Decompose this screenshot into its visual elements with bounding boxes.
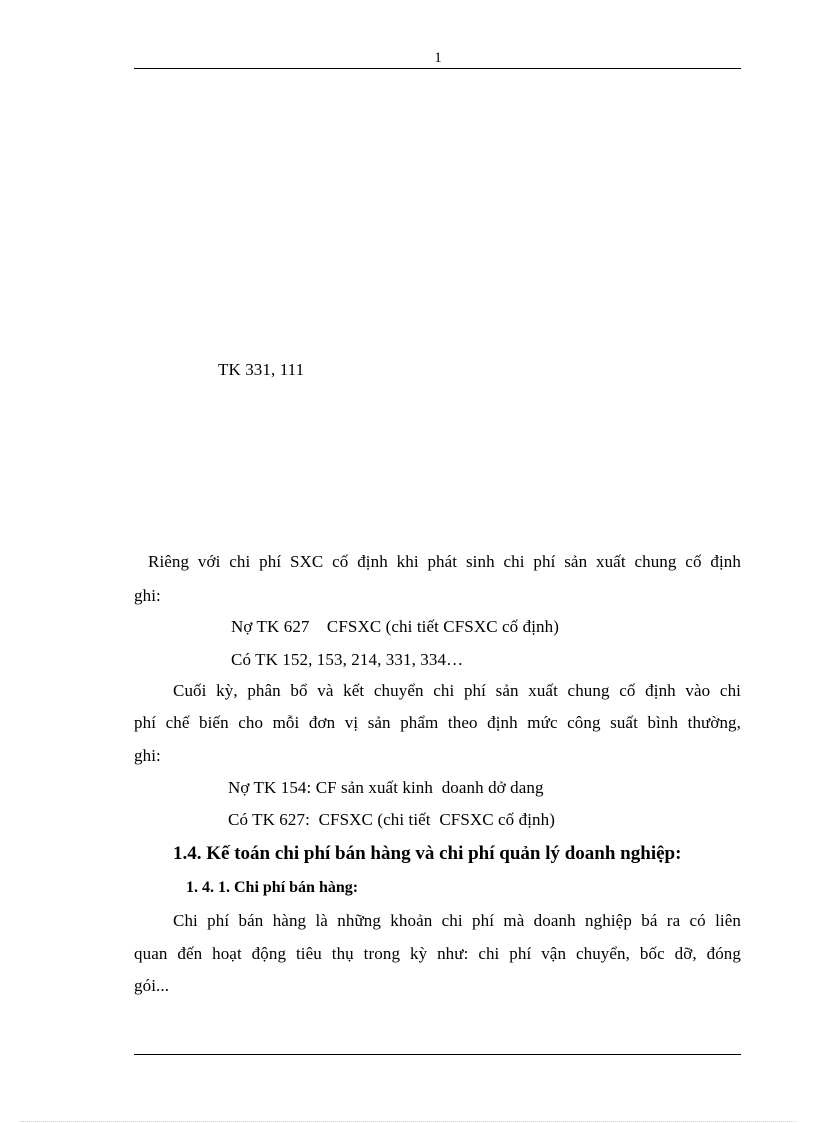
paragraph-line: quan đến hoạt động tiêu thụ trong kỳ như: chi phí vận chuyển, bốc dỡ, đóng xyxy=(134,944,741,963)
paragraph-line: phí chế biến cho mỗi đơn vị sản phẩm theo định mức công suất bình thường, xyxy=(134,713,741,732)
section-heading: 1.4. Kế toán chi phí bán hàng và chi phí quản lý doanh nghiệp: xyxy=(173,843,682,864)
journal-credit-entry: Có TK 627: CFSXC (chi tiết CFSXC cố định) xyxy=(228,810,556,829)
page-edge-dots xyxy=(20,1121,796,1122)
paragraph-line: Riêng với chi phí SXC cố định khi phát sinh chi phí sản xuất chung cố định xyxy=(148,552,741,571)
paragraph-line: gói... xyxy=(134,976,170,995)
paragraph-line: Chi phí bán hàng là những khoản chi phí mà doanh nghiệp bá ra có liên xyxy=(173,911,741,930)
subsection-heading: 1. 4. 1. Chi phí bán hàng: xyxy=(186,879,359,896)
journal-credit-entry: Có TK 152, 153, 214, 331, 334… xyxy=(231,650,464,669)
journal-debit-entry: Nợ TK 154: CF sản xuất kinh doanh dở dang xyxy=(228,778,544,797)
account-label: TK 331, 111 xyxy=(218,360,305,379)
page-number: 1 xyxy=(434,50,442,66)
paragraph-line: ghi: xyxy=(134,746,161,765)
journal-debit-entry: Nợ TK 627 CFSXC (chi tiết CFSXC cố định) xyxy=(231,617,559,636)
footer-rule xyxy=(134,1054,741,1055)
paragraph-line: Cuối kỳ, phân bổ và kết chuyển chi phí sản xuất chung cố định vào chi xyxy=(173,681,741,700)
header-rule xyxy=(134,68,741,69)
paragraph-line: ghi: xyxy=(134,586,161,605)
